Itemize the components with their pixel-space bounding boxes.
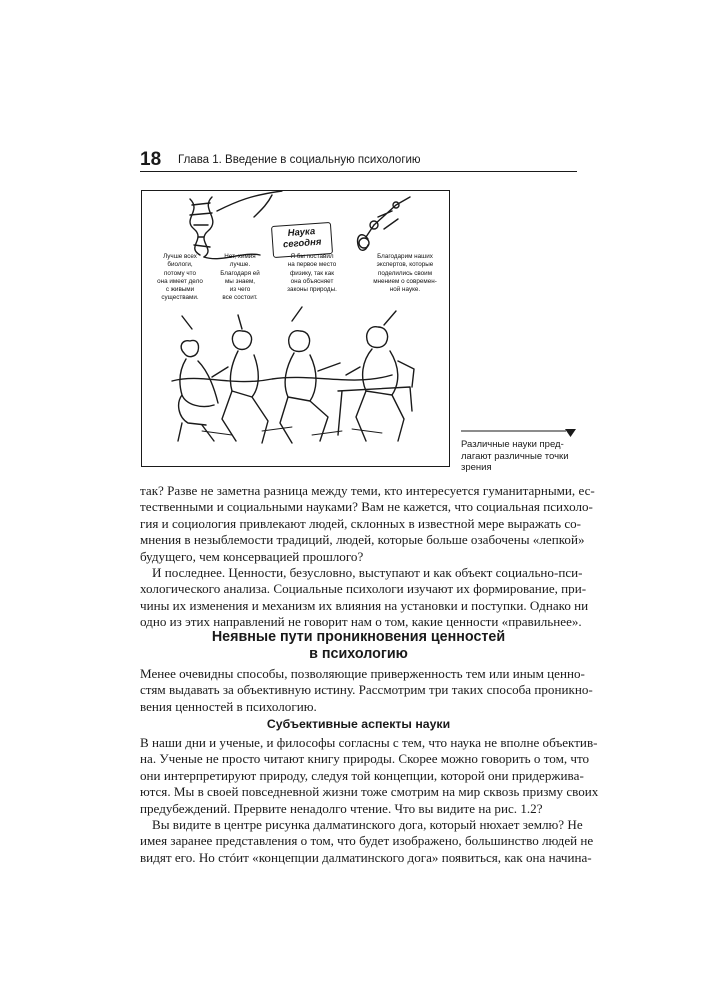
bubble-text-line: Благодарим наших	[377, 253, 433, 260]
text-line: стям выдавать за объективную истину. Рассмотрим три таких способа проникно-	[140, 682, 593, 698]
bubble-text-line: потому что	[164, 269, 196, 277]
header-rule	[140, 171, 577, 172]
paragraph-1	[140, 483, 595, 565]
page-header	[140, 150, 577, 170]
bubble-text-line: на первое место	[287, 261, 337, 269]
sign-line-1: Наука	[287, 226, 316, 239]
text-line: будущего, чем консервацией прошлого?	[140, 548, 364, 564]
text-line: имея заранее представления о том, что будет изображено, большинство людей не	[140, 833, 594, 849]
text-line: тественными и социальными науками? Вам не кажется, что социальная психоло-	[140, 499, 593, 515]
caption-line: Различные науки пред-	[461, 439, 564, 450]
speech-bubble-chemistry	[214, 253, 266, 303]
speech-bubble-biology	[150, 253, 210, 303]
text-line: Вы видите в центре рисунка далматинского дога, который нюхает землю? Не	[152, 817, 583, 832]
figure-caption	[461, 439, 576, 474]
bubble-text-line: физику, так как	[290, 269, 334, 277]
paragraph-4	[140, 735, 599, 817]
text-line: мнения в незыблемости традиций, людей, которые больше озабочены «лепкой»	[140, 532, 585, 548]
bubble-text-line: существами.	[161, 294, 199, 302]
text-line: видят его. Но стóит «концепции далматинского дога» появиться, как она начина-	[140, 849, 592, 865]
text-line: на. Ученые не просто читают книгу природы. Скорее можно говорить о том, что	[140, 751, 590, 767]
bubble-text-line: Лучше всех	[163, 253, 197, 260]
heading-line: в психологию	[309, 646, 408, 662]
paragraph-3	[140, 666, 593, 715]
section-heading	[140, 629, 577, 663]
caption-line: лагают различные точки	[461, 450, 569, 462]
bubble-text-line: Благодаря ей	[220, 269, 260, 277]
bubble-text-line: все состоит.	[222, 294, 258, 302]
speech-bubble-physics	[278, 253, 346, 294]
bubble-text-line: Я бы поставил	[290, 253, 334, 260]
bubble-text-line: она имеет дело	[157, 277, 203, 285]
bubble-text-line: биологи,	[167, 261, 193, 269]
bubble-text-line: ной науке.	[389, 286, 421, 294]
bubble-text-line: поделились своим	[377, 269, 433, 277]
bubble-text-line: Нет, химия	[224, 253, 256, 260]
bubble-text-line: лучше.	[229, 261, 251, 269]
bubble-text-line: с живыми	[165, 286, 195, 294]
text-line: гия и социология привлекают людей, склонных в известной мере выражать со-	[140, 515, 582, 531]
sign-line-2: сегодня	[282, 236, 322, 251]
bubble-text-line: из чего	[229, 286, 251, 294]
bubble-text-line: мы знаем,	[224, 277, 256, 285]
speech-bubble-moderator	[366, 253, 444, 294]
page-number: 18	[140, 149, 162, 170]
caption-line: зрения	[461, 462, 492, 473]
cartoon-figure	[141, 190, 450, 467]
paragraph-2	[140, 565, 589, 631]
text-line: вения ценностей в психологию.	[140, 698, 317, 714]
text-line: хологического анализа. Социальные психологи изучают их формирование, при-	[140, 581, 587, 597]
heading-line: Неявные пути проникновения ценностей	[211, 629, 506, 645]
text-line: одно из этих направлений не говорит нам о том, какие ценности «правильнее».	[140, 614, 582, 630]
text-line: так? Разве не заметна разница между теми, кто интересуется гуманитарными, ес-	[140, 483, 595, 498]
subsection-heading	[140, 717, 577, 732]
text-line: И последнее. Ценности, безусловно, выступают и как объект социально-пси-	[152, 565, 583, 580]
text-line: ются. Мы в своей повседневной жизни тоже смотрим на мир сквозь призму своих	[140, 784, 599, 800]
running-head: Глава 1. Введение в социальную психологию	[178, 154, 421, 166]
bubble-text-line: мнением о современ-	[373, 277, 437, 285]
text-line: они интерпретируют природу, следуя той концепции, которой они придерживa-	[140, 767, 584, 783]
text-line: В наши дни и ученые, и философы согласны с тем, что наука не вполне объектив-	[140, 735, 598, 750]
bubble-text-line: экспертов, которые	[376, 261, 434, 269]
subheading-line: Субъективные аспекты науки	[266, 717, 451, 731]
paragraph-5	[140, 817, 594, 866]
text-line: Менее очевидны способы, позволяющие приверженность тем или иным ценно-	[140, 666, 585, 681]
bubble-text-line: она объясняет	[290, 277, 334, 285]
text-line: чины их изменения и механизм их влияния на установки и поступки. Однако ни	[140, 597, 589, 613]
bubble-text-line: законы природы.	[287, 286, 337, 294]
text-line: предубеждений. Прервите ненадолго чтение. Что вы видите на рис. 1.2?	[140, 800, 543, 816]
caption-arrow	[461, 429, 576, 437]
